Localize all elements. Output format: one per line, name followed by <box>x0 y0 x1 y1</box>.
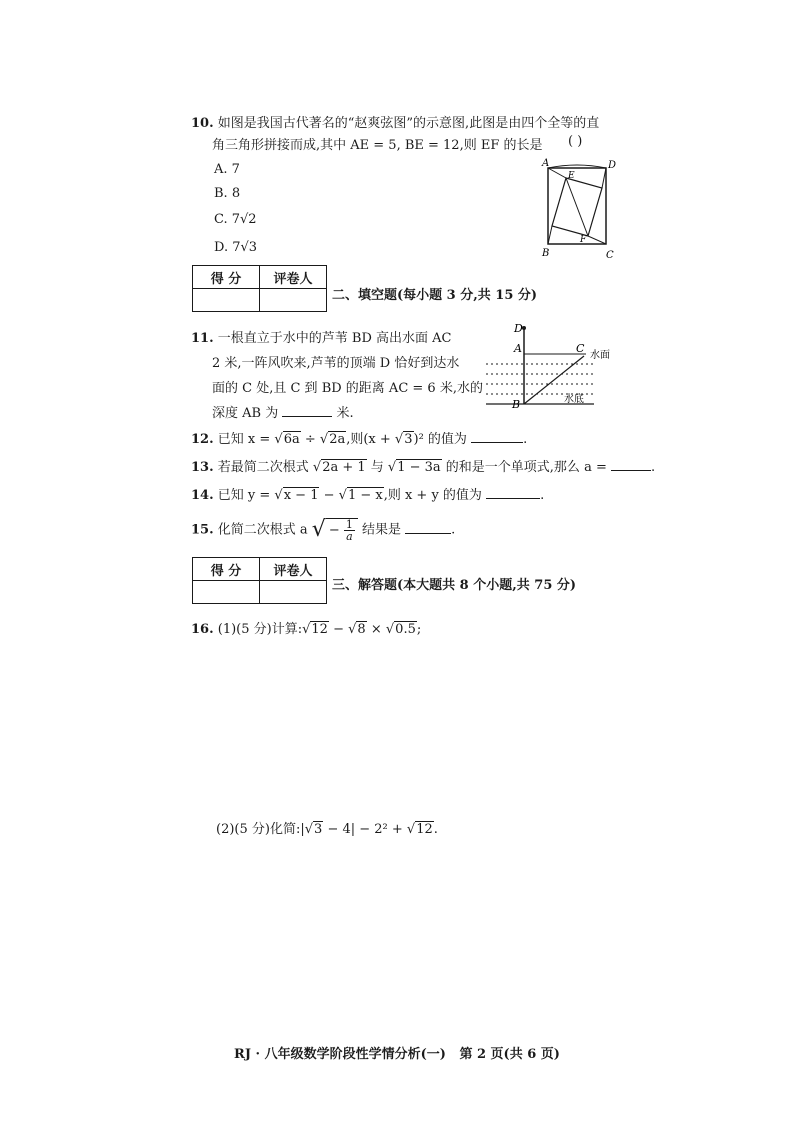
q11-line1 <box>191 327 451 346</box>
q11-text-line4-suffix: 米. <box>336 406 354 421</box>
q15-frac-den: a <box>346 530 353 543</box>
fig10-label-c: C <box>606 250 614 261</box>
q11-text-line1: 一根直立于水中的芦苇 BD 高出水面 AC <box>217 331 452 346</box>
q15-answer-blank[interactable] <box>405 533 451 534</box>
fig10-label-a: A <box>542 158 550 169</box>
fig10-label-d: D <box>608 160 617 171</box>
q13-radicand-2: 1 − 3a <box>397 460 441 475</box>
q13-radicand-1: 2a + 1 <box>322 460 366 475</box>
q12-answer-blank[interactable] <box>471 442 523 443</box>
section3-score-cell[interactable] <box>193 581 260 604</box>
fig11-label-surface: 水面 <box>590 350 610 361</box>
q10-text-line1: 如图是我国古代著名的“赵爽弦图”的示意图,此图是由四个全等的直 <box>217 116 600 131</box>
q12-number: 12. <box>191 432 214 447</box>
q10-text-line2: 角三角形拼接而成,其中 AE = 5, BE = 12,则 EF 的长是 <box>212 138 543 153</box>
q12-radicand-3: 3 <box>404 432 413 447</box>
q10-line1 <box>191 112 599 131</box>
section2-grader-cell[interactable] <box>260 289 327 312</box>
zhao-shuang-figure <box>538 156 618 264</box>
fig11-label-c: C <box>576 342 585 355</box>
q16-part1-pre: (1)(5 分)计算: <box>217 622 303 637</box>
q12-post2: )² 的值为 <box>413 432 467 447</box>
fig11-label-b: B <box>512 398 521 411</box>
q16-p1-radicand-3: 0.5 <box>395 622 416 637</box>
section2-score-cell[interactable] <box>193 289 260 312</box>
q14-radicand-2: 1 − x <box>347 488 383 503</box>
q12-pre: 已知 x = <box>217 432 275 447</box>
q12-radicand-1: 6a <box>283 432 300 447</box>
q16-p1-mid: − <box>328 622 349 637</box>
q16-part2: (2)(5 分)化简:|√3 − 4| − 2² + √12. <box>216 822 438 837</box>
q15: 15. 化简二次根式 a √ − $\frac{1}{a}$ 结果是 . <box>191 517 456 543</box>
q16-part2-answer-area[interactable] <box>212 842 612 1022</box>
q12-end: . <box>523 432 528 447</box>
q10-option-a: A. 7 <box>214 162 240 177</box>
fig10-label-b: B <box>542 248 550 259</box>
q12-post: ,则(x + <box>346 432 395 447</box>
section2-score-table <box>192 265 327 312</box>
q15-pre: 化简二次根式 a <box>217 522 308 538</box>
q16-part1-answer-area[interactable] <box>212 640 612 810</box>
q13-post: 的和是一个单项式,那么 a = <box>441 460 607 475</box>
section3-title: 三、解答题(本大题共 8 个小题,共 75 分) <box>332 578 577 593</box>
q16-p2-radicand-1: 3 <box>314 822 323 837</box>
q16-p2-end: . <box>433 822 438 837</box>
section3-score-table <box>192 557 327 604</box>
fig11-label-a: A <box>514 342 522 355</box>
section2-grader-header: 评卷人 <box>260 266 327 289</box>
fig11-label-d: D <box>514 322 523 335</box>
q14-pre: 已知 y = <box>217 488 275 503</box>
q16-p1-radicand-1: 12 <box>311 622 328 637</box>
q16-p2-radicand-2: 12 <box>416 822 433 837</box>
q10-option-b: B. 8 <box>214 186 241 201</box>
q15-radicand: − $\frac{1}{a}$ <box>326 518 358 542</box>
q16-p1-end: ; <box>416 622 422 637</box>
q16-part1: 16. (1)(5 分)计算:√12 − √8 × √0.5; <box>191 622 422 637</box>
section3-grader-header: 评卷人 <box>260 558 327 581</box>
q14-number: 14. <box>191 488 214 503</box>
section3-grader-cell[interactable] <box>260 581 327 604</box>
q13: 13. 若最简二次根式 √2a + 1 与 √1 − 3a 的和是一个单项式,那么 a = . <box>191 460 656 475</box>
q14-radicand-1: x − 1 <box>283 488 319 503</box>
q16-part2-pre: (2)(5 分)化简:| <box>216 822 305 837</box>
section2-score-header: 得 分 <box>193 266 260 289</box>
fig10-label-e: E <box>568 171 575 181</box>
q11-text-line4-prefix: 深度 AB 为 <box>212 406 279 421</box>
q16-p1-mid2: × <box>366 622 386 637</box>
q11-text-line2: 2 米,一阵风吹来,芦苇的顶端 D 恰好到达水 <box>212 356 460 371</box>
q14: 14. 已知 y = √x − 1 − √1 − x,则 x + y 的值为 . <box>191 488 545 503</box>
q10-line2 <box>212 134 543 153</box>
q14-post: ,则 x + y 的值为 <box>383 488 482 503</box>
q15-end: . <box>451 522 456 538</box>
q14-end: . <box>540 488 545 503</box>
section3-score-header: 得 分 <box>193 558 260 581</box>
q16-number: 16. <box>191 622 214 637</box>
q10-option-d: D. 7√3 <box>214 240 258 255</box>
q12-radicand-2: 2a <box>329 432 346 447</box>
q13-mid: 与 <box>366 460 388 475</box>
q10-option-c: C. 7√2 <box>214 212 257 227</box>
reed-figure <box>484 318 616 412</box>
q13-number: 13. <box>191 460 214 475</box>
q10-bracket: ( ) <box>568 134 583 149</box>
fig10-label-f: F <box>580 235 587 245</box>
q11-answer-blank[interactable] <box>282 416 332 417</box>
page-footer: RJ · 八年级数学阶段性学情分析(一) 第 2 页(共 6 页) <box>234 1047 560 1062</box>
q12-mid: ÷ <box>300 432 320 447</box>
q15-number: 15. <box>191 522 214 538</box>
q11-text-line3: 面的 C 处,且 C 到 BD 的距离 AC = 6 米,水的 <box>212 381 483 396</box>
q15-frac-num: 1 <box>345 518 353 531</box>
q13-pre: 若最简二次根式 <box>217 460 313 475</box>
q15-post: 结果是 <box>362 522 402 538</box>
q14-mid: − <box>319 488 339 503</box>
q16-p2-mid: − 4| − 2² + <box>323 822 407 837</box>
q14-answer-blank[interactable] <box>486 498 540 499</box>
q11-number: 11. <box>191 331 214 346</box>
q16-p1-radicand-2: 8 <box>357 622 366 637</box>
q13-end: . <box>651 460 656 475</box>
q12: 12. 已知 x = √6a ÷ √2a,则(x + √3)² 的值为 . <box>191 432 528 447</box>
q13-answer-blank[interactable] <box>611 470 651 471</box>
q11-line4 <box>212 402 354 421</box>
fig11-label-bottom: 水底 <box>564 394 584 405</box>
section2-title: 二、填空题(每小题 3 分,共 15 分) <box>332 288 538 303</box>
q10-number: 10. <box>191 116 214 131</box>
